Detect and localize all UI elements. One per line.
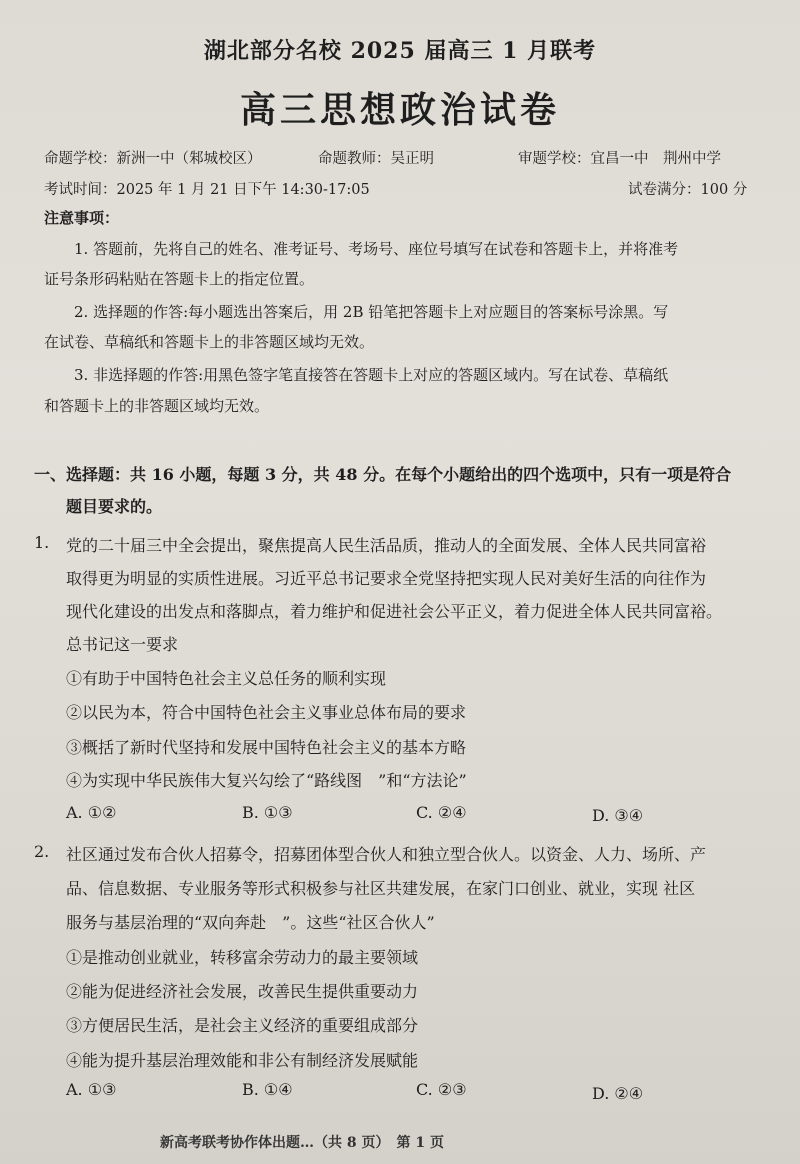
question-1-stem-line-4: 总书记这一要求 <box>66 635 179 654</box>
question-1-stem-line-1: 党的二十届三中全会提出，聚焦提高人民生活品质，推动人的全面发展、全体人民共同富裕 <box>66 536 707 555</box>
question-2-statement-4: ④能为提升基层治理效能和非公有制经济发展赋能 <box>66 1051 419 1070</box>
exam-time: 考试时间：2025 年 1 月 21 日下午 14:30-17:05 <box>44 182 370 198</box>
notice-item-2-line-2: 在试卷、草稿纸和答题卡上的非答题区域均无效。 <box>44 333 375 351</box>
question-2-stem-line-2: 品、信息数据、专业服务等形式积极参与社区共建发展，在家门口创业、就业，实现 社区 <box>66 879 696 898</box>
question-2-option-b: B. ①④ <box>242 1080 293 1099</box>
notice-heading: 注意事项： <box>44 209 120 227</box>
notice-item-2-line-1: 2. 选择题的作答:每小题选出答案后，用 2B 铅笔把答题卡上对应题目的答案标号涂黑。写 <box>74 303 669 321</box>
question-2-statement-2: ②能为促进经济社会发展，改善民生提供重要动力 <box>66 982 419 1001</box>
question-2-statement-1: ①是推动创业就业，转移富余劳动力的最主要领域 <box>66 948 419 967</box>
setter-school: 命题学校：新洲一中（邾城校区） <box>44 151 262 167</box>
full-score: 试卷满分：100 分 <box>628 182 748 198</box>
question-2-option-a: A. ①③ <box>66 1080 117 1099</box>
page-footer: 新高考联考协作体出题…（共 8 页） 第 1 页 <box>160 1135 444 1151</box>
question-1-stem-line-2: 取得更为明显的实质性进展。习近平总书记要求全党坚持把实现人民对美好生活的向往作为 <box>66 569 707 588</box>
question-1-statement-4: ④为实现中华民族伟大复兴勾绘了“路线图 ”和“方法论” <box>66 771 467 790</box>
question-1-option-d: D. ③④ <box>592 806 644 825</box>
notice-item-3-line-1: 3. 非选择题的作答:用黑色签字笔直接答在答题卡上对应的答题区域内。写在试卷、草稿纸 <box>74 366 669 384</box>
question-1-option-c: C. ②④ <box>416 803 467 822</box>
review-school: 审题学校：宜昌一中 荆州中学 <box>518 151 721 167</box>
question-1-statement-3: ③概括了新时代坚持和发展中国特色社会主义的基本方略 <box>66 738 467 757</box>
notice-item-3-line-2: 和答题卡上的非答题区域均无效。 <box>44 397 270 415</box>
question-1-statement-1: ①有助于中国特色社会主义总任务的顺利实现 <box>66 669 387 688</box>
question-1-number: 1. <box>34 533 50 552</box>
question-2-number: 2. <box>34 842 50 861</box>
notice-item-1-line-2: 证号条形码粘贴在答题卡上的指定位置。 <box>44 270 315 288</box>
exam-title: 湖北部分名校 2025 届高三 1 月联考 <box>203 38 597 64</box>
notice-item-1-line-1: 1. 答题前，先将自己的姓名、准考证号、考场号、座位号填写在试卷和答题卡上，并将准考 <box>74 240 679 258</box>
question-1-statement-2: ②以民为本，符合中国特色社会主义事业总体布局的要求 <box>66 703 467 722</box>
question-2-stem-line-3: 服务与基层治理的“双向奔赴 ”。这些“社区合伙人” <box>66 913 435 932</box>
question-2-option-c: C. ②③ <box>416 1080 467 1099</box>
section-heading-line-2: 题目要求的。 <box>66 497 163 516</box>
question-1-stem-line-3: 现代化建设的出发点和落脚点，着力维护和促进社会公平正义，着力促进全体人民共同富裕。 <box>66 602 723 621</box>
setter-teacher: 命题教师：吴正明 <box>318 151 434 167</box>
question-1-option-a: A. ①② <box>66 803 117 822</box>
question-2-option-d: D. ②④ <box>592 1084 644 1103</box>
question-2-stem-line-1: 社区通过发布合伙人招募令，招募团体型合伙人和独立型合伙人。以资金、人力、场所、产 <box>66 845 707 864</box>
subject-title: 高三思想政治试卷 <box>239 89 560 131</box>
question-2-statement-3: ③方便居民生活，是社会主义经济的重要组成部分 <box>66 1016 419 1035</box>
section-heading-line-1: 一、选择题：共 16 小题，每题 3 分，共 48 分。在每个小题给出的四个选项中，只有一项是符合 <box>34 465 732 484</box>
question-1-option-b: B. ①③ <box>242 803 293 822</box>
